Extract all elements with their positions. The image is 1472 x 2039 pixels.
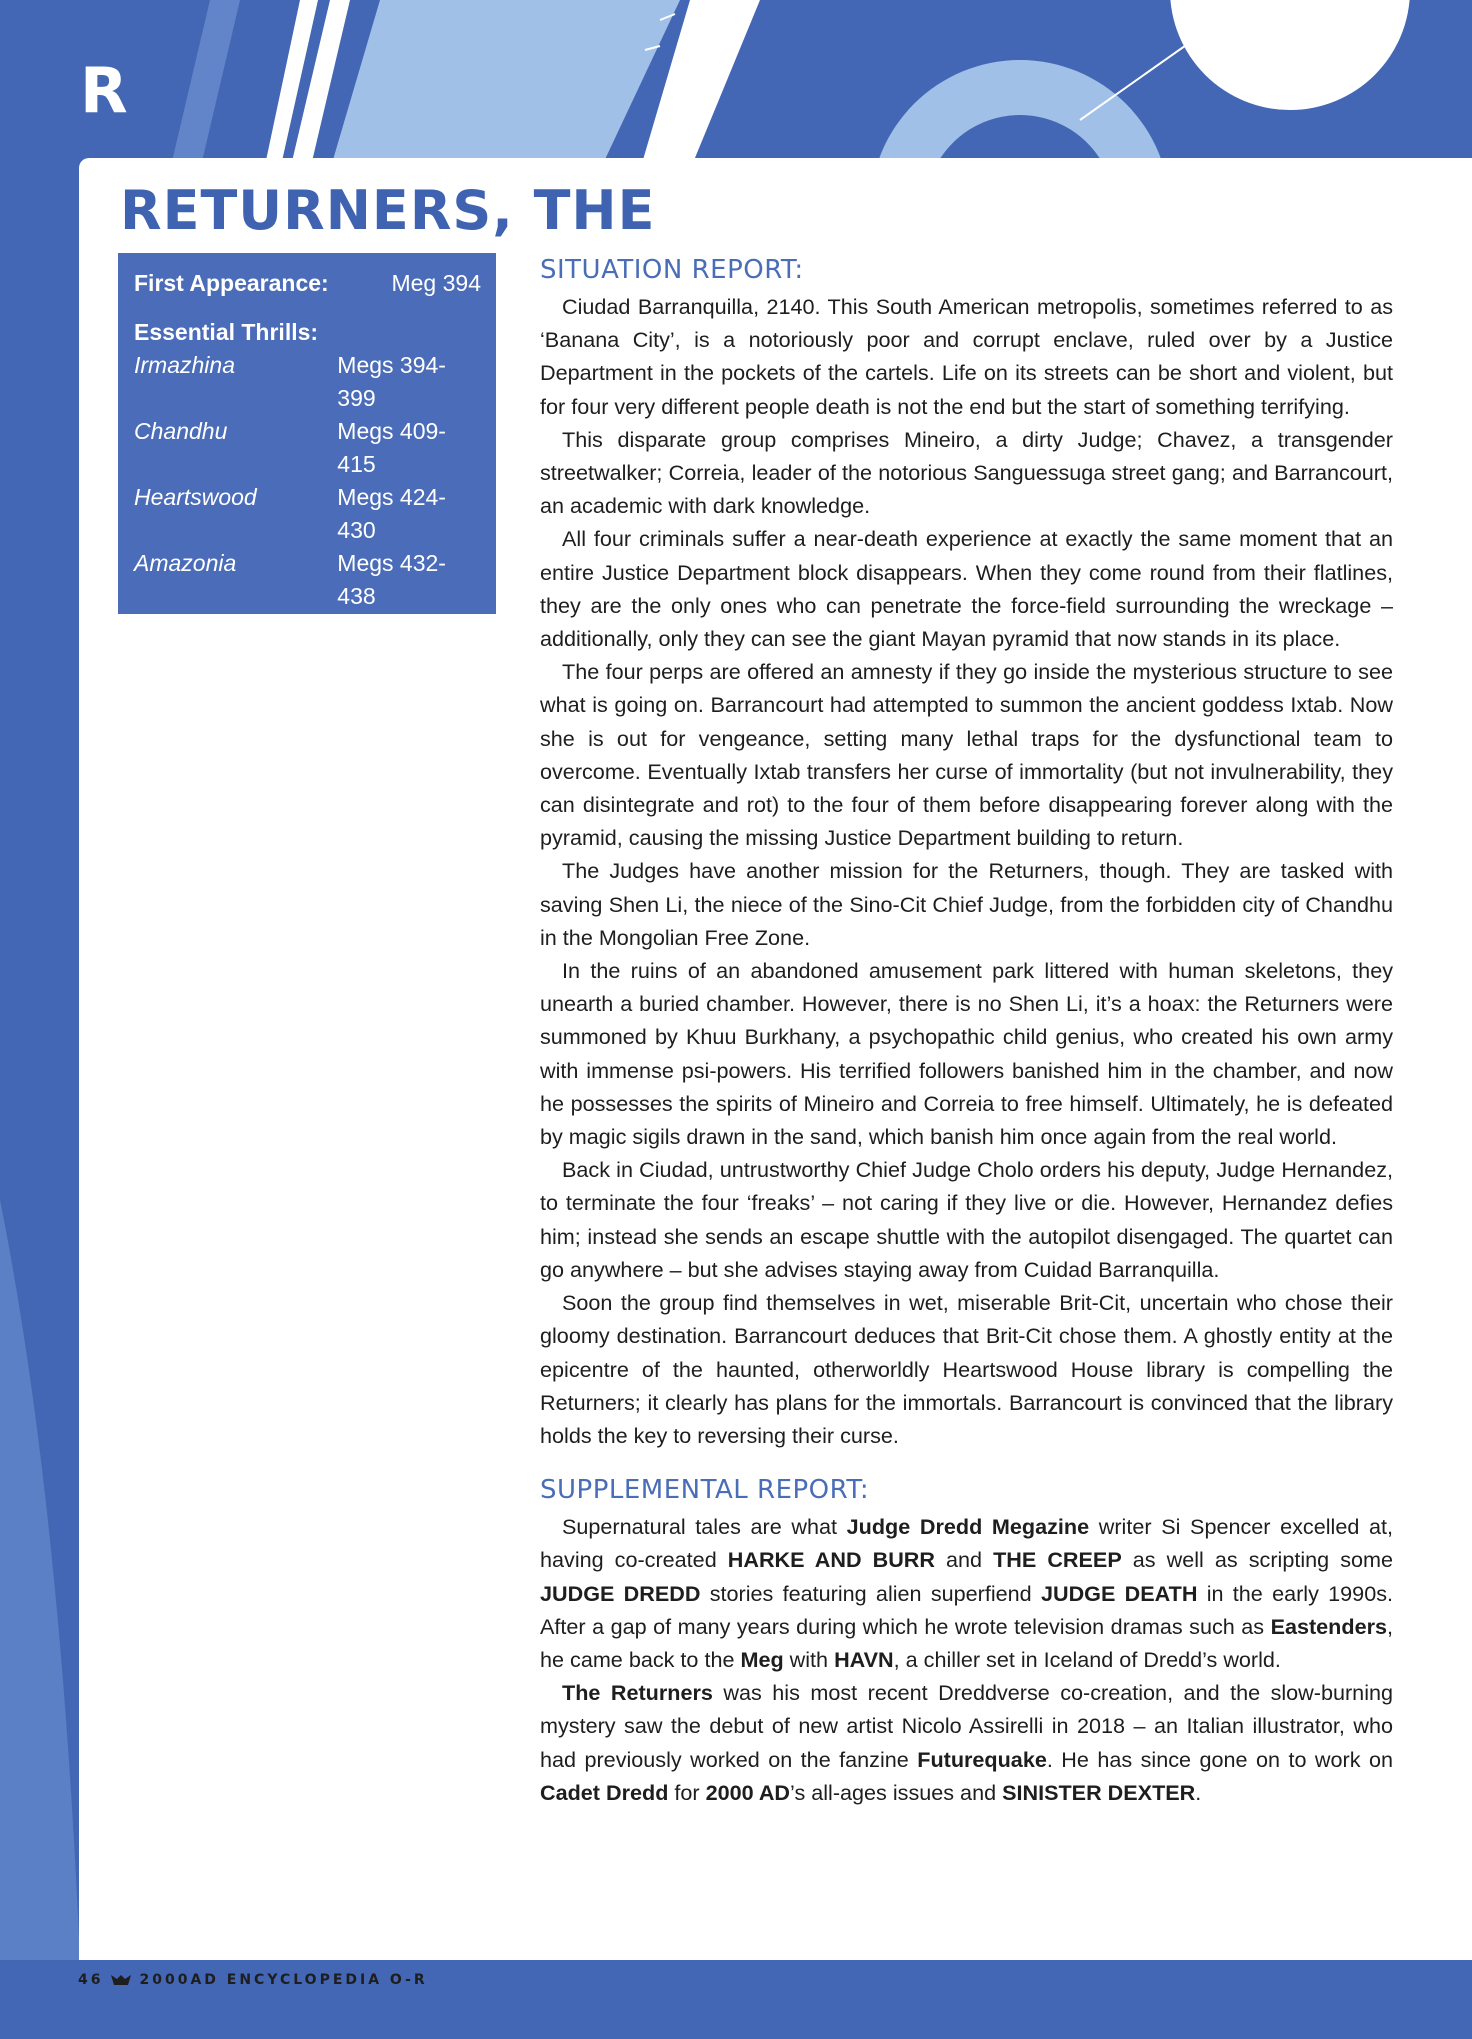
thrill-megs: Megs 424-430 [337, 484, 446, 543]
page-number: 46 [78, 1972, 104, 1988]
situation-paragraph: This disparate group comprises Mineiro, a dirty Judge; Chavez, a transgender streetwalker; Correia, leader of the notorious Sanguessuga street gang; and Barrancourt, an academic with dark knowledge. [540, 426, 1393, 519]
text-run: . [1195, 1779, 1202, 1805]
situation-paragraph: Soon the group find themselves in wet, miserable Brit-Cit, uncertain who chose their gloomy destination. Barrancourt deduces that Brit-Cit chose them. A ghostly entity at the epicentre of the haunted, otherworldly Heartswood House library is compelling the Returners; it clearly has plans for the immortals. Barrancourt is convinced that the library holds the key to reversing their curse. [540, 1290, 1393, 1448]
situation-paragraph: All four criminals suffer a near-death experience at exactly the same moment that an entire Justice Department block disappears. When they come round from their flatlines, they are the only ones who can penetrate the force-field surrounding the wreckage – additionally, only they can see the giant Mayan pyramid that now stands in its place. [540, 526, 1393, 652]
title-reference: JUDGE DREDD [540, 1580, 701, 1606]
supplemental-paragraph [540, 1676, 1393, 1809]
title-reference: Cadet Dredd [540, 1779, 669, 1805]
title-reference: Judge Dredd Megazine [846, 1514, 1090, 1540]
eagle-logo-icon [111, 1973, 131, 1987]
thrill-item [134, 547, 481, 613]
text-run: stories featuring alien superfiend [700, 1580, 1041, 1606]
series-created-label: Series created by: [134, 632, 333, 658]
thrill-megs: Megs 432-438 [337, 550, 446, 609]
title-reference: The Returners [562, 1680, 713, 1706]
text-run: , a chiller set in Iceland of Dredd’s world. [893, 1646, 1281, 1672]
thrill-name: Chandhu [134, 418, 228, 444]
thrill-item [134, 349, 481, 415]
publication-name: 2000AD ENCYCLOPEDIA O-R [139, 1972, 428, 1988]
creators-line-1: Si Spencer (writer) and [134, 665, 370, 691]
title-reference: Meg [740, 1646, 784, 1672]
situation-paragraph: In the ruins of an abandoned amusement park littered with human skeletons, they unearth a buried chamber. However, there is no Shen Li, it’s a hoax: the Returners were summoned by Khuu Burkhany, a psychopathic child genius, who created his own army with immense psi-powers. His terrified followers banished him in the chamber, and now he possesses the spirits of Mineiro and Correia to free himself. Ultimately, he is defeated by magic sigils drawn in the sand, which banish him once again from the real world. [540, 958, 1393, 1150]
situation-report-heading: SITUATION REPORT: [540, 255, 804, 285]
text-run: and [934, 1547, 994, 1573]
title-reference: SINISTER DEXTER [1002, 1779, 1196, 1805]
thrill-name: Heartswood [134, 484, 257, 510]
text-run: was his most recent Dreddverse co-creation, and the slow-burning mystery saw the debut of new artist Nicolo Assirelli in 2018 – an Italian illustrator, who had previously worked on the fanzine [540, 1680, 1394, 1772]
title-reference: Futurequake [917, 1746, 1047, 1772]
thrill-item [134, 481, 481, 547]
first-appearance-row [134, 267, 481, 300]
info-box [118, 253, 496, 724]
section-letter: R [80, 54, 128, 127]
situation-paragraph: Ciudad Barranquilla, 2140. This South American metropolis, sometimes referred to as ‘Banana City’, is a notoriously poor and corrupt enclave, ruled over by a Justice Department in the pockets of the cartels. Life on its streets can be short and violent, but for four very different people death is not the end but the start of something terrifying. [540, 294, 1393, 419]
title-reference: HAVN [834, 1646, 894, 1672]
text-run: in the early 1990s. After a gap of many years during which he wrote television dramas such as [540, 1580, 1393, 1639]
title-reference: THE CREEP [993, 1547, 1122, 1573]
thrill-name: Amazonia [134, 550, 237, 576]
text-run: Supernatural tales are what [562, 1514, 847, 1540]
title-reference: JUDGE DEATH [1040, 1580, 1198, 1606]
text-run: . He has since gone on to work on [1046, 1746, 1393, 1772]
situation-paragraph: Back in Ciudad, untrustworthy Chief Judge Cholo orders his deputy, Judge Hernandez, to terminate the four ‘freaks’ – not caring if they live or die. However, Hernandez defies him; instead she sends an escape shuttle with the autopilot disengaged. The quartet can go anywhere – but she advises staying away from Cuidad Barranquilla. [540, 1157, 1393, 1282]
creators-line-2: Nicolo Assirelli (artist) [134, 698, 354, 724]
thrill-megs: Megs 394-399 [337, 352, 446, 411]
text-run: , he came back to the [540, 1613, 1393, 1672]
title-reference: Eastenders [1270, 1613, 1387, 1639]
text-run: writer Si Spencer excelled at, having co-created [540, 1514, 1393, 1573]
title-reference: HARKE AND BURR [727, 1547, 935, 1573]
text-run: ’s all-ages issues and [790, 1779, 1003, 1805]
thrill-megs: Megs 409-415 [337, 418, 446, 477]
thrill-item [134, 415, 481, 481]
essential-thrills-label: Essential Thrills: [134, 319, 319, 345]
supplemental-paragraph [540, 1510, 1393, 1676]
situation-paragraph: The four perps are offered an amnesty if they go inside the mysterious structure to see what is going on. Barrancourt had attempted to summon the ancient goddess Ixtab. Now she is out for vengeance, setting many lethal traps for the dysfunctional team to overcome. Eventually Ixtab transfers her curse of immortality (but not invulnerability, they can disintegrate and rot) to the four of them before disappearing forever along with the pyramid, causing the missing Justice Department building to return. [540, 659, 1393, 851]
situation-paragraph: The Judges have another mission for the Returners, though. They are tasked with saving Shen Li, the niece of the Sino-Cit Chief Judge, from the forbidden city of Chandhu in the Mongolian Free Zone. [540, 858, 1393, 950]
text-run: with [783, 1646, 835, 1672]
text-run: for [668, 1779, 706, 1805]
page-footer [78, 1972, 428, 1988]
thrill-name: Irmazhina [134, 352, 235, 378]
text-run: as well as scripting some [1121, 1547, 1393, 1573]
main-article [540, 250, 1393, 1809]
supplemental-report-heading: SUPPLEMENTAL REPORT: [540, 1475, 870, 1506]
page-title: RETURNERS, THE [120, 179, 656, 242]
first-appearance-label: First Appearance: [134, 270, 329, 296]
title-reference: 2000 AD [705, 1779, 791, 1805]
first-appearance-value: Meg 394 [391, 270, 481, 296]
